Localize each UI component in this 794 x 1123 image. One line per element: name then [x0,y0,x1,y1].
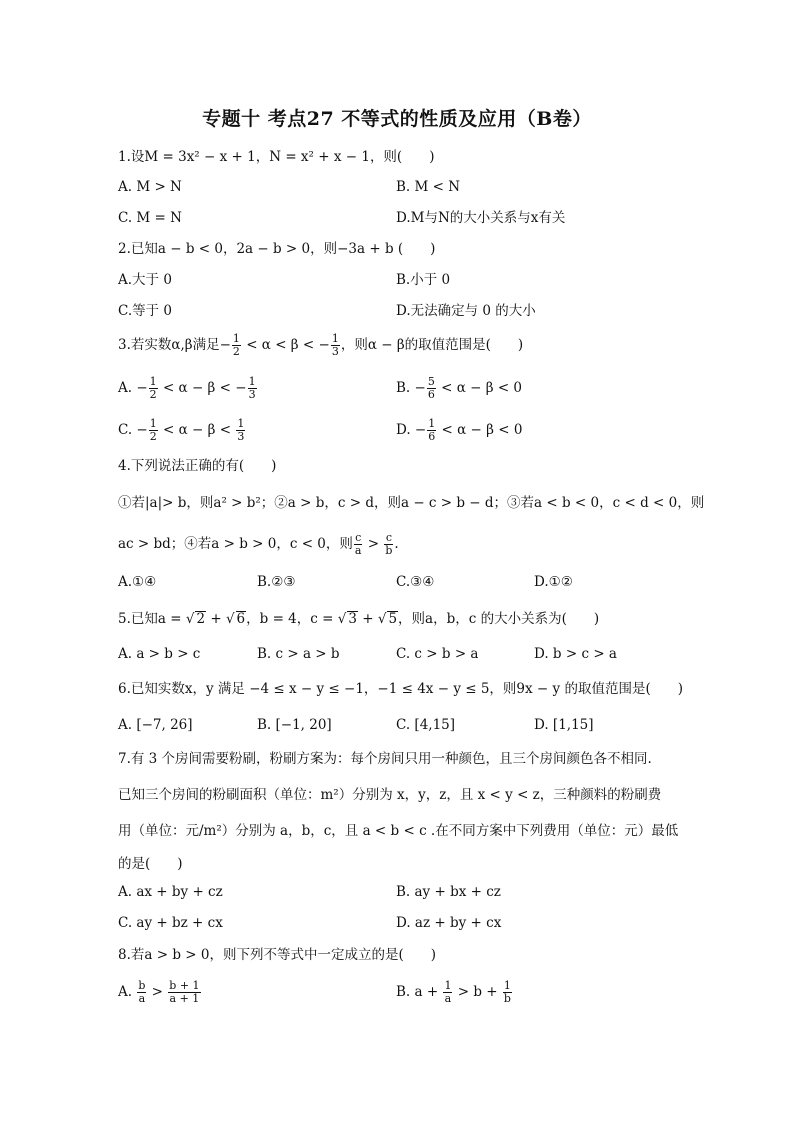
option-mid: < α − β < − [158,380,247,396]
q3-option-c [118,418,246,443]
fraction-denominator: 2 [149,430,157,443]
option-suffix: < α − β < 0 [436,380,523,396]
q3-fraction-1 [232,333,241,358]
q8-option-a [118,980,202,1005]
q2-option-d: D.无法确定与 0 的大小 [396,303,536,319]
fraction-numerator: 1 [331,332,339,345]
fraction-denominator: 2 [232,345,240,358]
fraction [427,418,436,443]
q4-option-a: A.①④ [118,574,157,590]
fraction [443,980,452,1005]
option-suffix: < α − β < 0 [437,422,523,438]
q6-option-c: C. [4,15] [396,717,456,733]
q7-option-d: D. az + by + cx [396,915,502,931]
q3-option-d [396,418,522,443]
question-6-stem: 6.已知实数x，y 满足 −4 ≤ x − y ≤ −1，−1 ≤ 4x − y ≤ 5，则9x − y 的取值范围是( ) [118,681,683,697]
q1-option-a: A. M > N [118,179,182,195]
fraction [149,376,158,401]
question-4-stem: 4.下列说法正确的有( ) [118,458,277,474]
fraction-numerator: 5 [427,375,435,388]
question-2-stem: 2.已知a − b < 0，2a − b > 0，则−3a + b ( ) [118,241,436,257]
option-prefix: C. − [118,422,148,438]
q1-suffix: ，则( ) [369,149,435,165]
fraction-denominator: b [503,992,511,1005]
q1-math: M = 3x² − x + 1，N = x² + x − 1 [144,149,370,165]
page-title: 专题十 考点27 不等式的性质及应用（B卷） [202,108,592,130]
question-7-line-2: 已知三个房间的粉刷面积（单位：m²）分别为 x，y，z，且 x < y < z，三种颜料的粉刷费 [118,787,662,803]
q4-option-c: C.③④ [396,574,435,590]
fraction [137,980,146,1005]
question-3-stem [118,333,523,358]
q1-option-b: B. M < N [396,179,461,195]
fraction [248,376,257,401]
option-prefix: B. a + [396,984,443,1000]
q4-option-d: D.①② [534,574,573,590]
fraction-denominator: a + 1 [169,992,200,1005]
q5-option-d: D. b > c > a [534,646,617,662]
q1-option-c: C. M = N [118,210,182,226]
fraction [427,376,436,401]
fraction-denominator: 2 [149,388,157,401]
q6-option-b: B. [−1, 20] [257,717,332,733]
plus: + [357,611,378,627]
fraction-numerator: 1 [444,979,452,992]
q5-prefix: 5.已知a = [118,611,186,627]
fraction-numerator: 1 [232,332,240,345]
q5-suffix: ，则a，b，c 的大小关系为( ) [398,611,600,627]
q8-option-b [396,980,513,1005]
question-7-line-1: 7.有 3 个房间需要粉刷，粉刷方案为：每个房间只用一种颜色，且三个房间颜色各不相同. [118,751,652,767]
q2-option-c: C.等于 0 [118,303,173,319]
option-mid: < α − β < [158,422,236,438]
question-8-stem: 8.若a > b > 0，则下列不等式中一定成立的是( ) [118,947,436,963]
line-suffix: . [394,536,399,552]
option-prefix: A. − [118,380,148,396]
sqrt-radicand: 6 [236,611,246,627]
fraction [168,980,200,1005]
fraction [503,980,512,1005]
q4-statement-line-1: ①若|a|> b，则a² > b²；②a > b，c > d，则a − c > b − d；③若a < b < 0，c < d < 0，则 [118,495,705,511]
comparison: > b + [453,984,502,1000]
fraction-denominator: 3 [248,388,256,401]
fraction-denominator: a [138,992,146,1005]
comparison: > [363,536,384,552]
q6-option-d: D. [1,15] [534,717,594,733]
q3-fraction-2 [331,333,340,358]
q5-mid: ，b = 4，c = [246,611,338,627]
q5-option-a: A. a > b > c [118,646,201,662]
fraction-numerator: 1 [237,417,245,430]
fraction-numerator: b [138,979,146,992]
option-prefix: A. [118,984,137,1000]
fraction-numerator: 1 [428,417,436,430]
plus: + [206,611,226,627]
q3-prefix: 3.若实数α,β满足− [118,337,231,353]
fraction [149,418,158,443]
fraction-numerator: 1 [149,417,157,430]
q4-option-b: B.②③ [257,574,296,590]
q1-prefix: 1.设 [118,149,145,165]
fraction-numerator: 1 [248,375,256,388]
q6-option-a: A. [−7, 26] [118,717,193,733]
line-prefix: ac > bd；④若a > b > 0，c < 0，则 [118,536,353,552]
fraction [236,418,245,443]
q7-option-c: C. ay + bz + cx [118,915,223,931]
option-prefix: B. − [396,380,426,396]
fraction-denominator: b [385,544,393,557]
q7-option-a: A. ax + by + cz [118,884,223,900]
fraction-numerator: 1 [503,979,511,992]
fraction-numerator: 1 [149,375,157,388]
fraction [384,532,393,557]
q4-statement-line-2 [118,532,399,557]
sqrt-radicand: 2 [196,611,206,627]
question-7-line-3: 用（单位：元/m²）分别为 a，b，c，且 a < b < c .在不同方案中下列费用（单位：元）最低 [118,823,679,839]
fraction-numerator: b + 1 [169,979,200,992]
fraction-denominator: a [354,544,362,557]
fraction-numerator: c [355,531,362,544]
option-prefix: D. − [396,422,427,438]
fraction-denominator: 6 [427,388,435,401]
fraction-denominator: 3 [237,430,245,443]
q2-option-a: A.大于 0 [118,272,172,288]
q5-option-b: B. c > a > b [257,646,340,662]
q3-option-b [396,376,522,401]
fraction-denominator: 6 [428,430,436,443]
question-5-stem: 5.已知a = √ 2 + √ 6，b = 4，c = √ 3 + √ 5，则a，b，c 的大小关系为( ) [118,611,600,627]
comparison: > [147,984,168,1000]
q7-option-b: B. ay + bx + cz [396,884,501,900]
q5-option-c: C. c > b > a [396,646,479,662]
sqrt-radicand: 5 [388,611,398,627]
question-7-line-4: 的是( ) [118,856,183,872]
q1-option-d: D.M与N的大小关系与x有关 [396,210,566,226]
fraction-numerator: c [385,531,392,544]
question-1-stem [118,148,434,166]
sqrt-radicand: 3 [348,611,357,627]
q3-suffix: ，则α − β的取值范围是( ) [340,337,524,353]
fraction [354,532,363,557]
q3-mid: < α < β < − [241,337,330,353]
fraction-denominator: 3 [331,345,339,358]
fraction-denominator: a [444,992,452,1005]
q3-option-a [118,376,258,401]
q2-option-b: B.小于 0 [396,272,451,288]
